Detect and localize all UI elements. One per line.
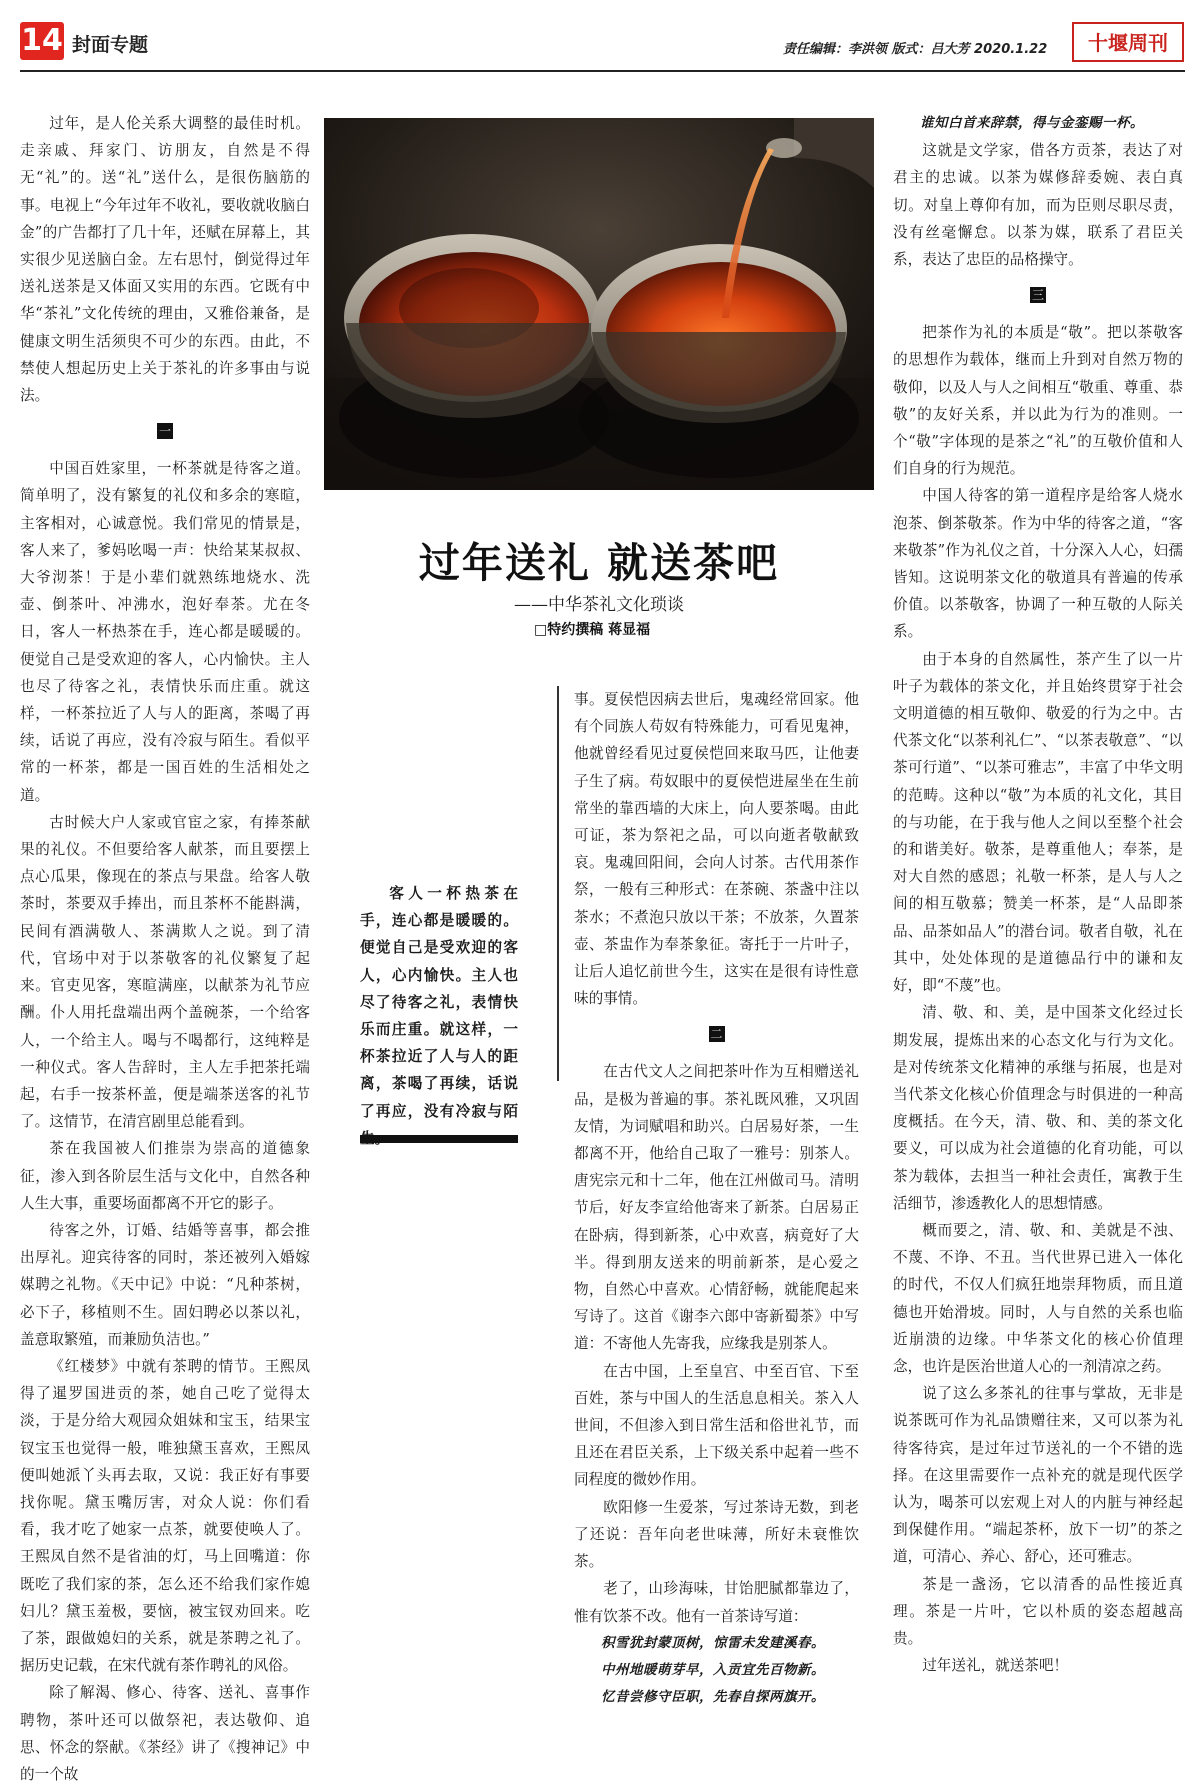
poem-line: 中州地暖萌芽早，入贡宜先百物新。 <box>601 1661 825 1678</box>
pull-quote-bar <box>360 1135 518 1143</box>
paragraph: 古时候大户人家或官宦之家，有捧茶献果的礼仪。不但要给客人献茶，而且要摆上点心瓜果，像现在的茶点与果盘。给客人敬茶时，茶要双手捧出，而且茶杯不能斟满，民间有酒满敬人、茶满欺人之说。到了清代，官场中对于以茶敬客的礼仪繁复了起来。官吏见客，寒暄满座，以献茶为礼节应酬。仆人用托盘端出两个盖碗茶，一个给客人，一个给主人。喝与不喝都行，这纯粹是一种仪式。客人告辞时，主人左手把茶托端起，右手一按茶杯盖，便是端茶送客的礼节了。这情节，在清宫剧里总能看到。 <box>20 813 310 1131</box>
column-4 <box>893 110 1183 1679</box>
paragraph: 过年送礼，就送茶吧！ <box>922 1657 1069 1675</box>
paragraph: 这就是文学家，借各方贡茶，表达了对君主的忠诚。以茶为媒修辞委婉、表白真切。对皇上尊仰有加，而为臣则尽职尽责，没有丝毫懈怠。以茶为媒，联系了君臣关系，表达了忠臣的品格操守。 <box>893 142 1183 269</box>
paragraph: 在古中国，上至皇宫、中至百官、下至百姓，茶与中国人的生活息息相关。茶入人世间，不但渗入到日常生活和俗世礼节，而且还在君臣关系，上下级关系中起着一些不同程度的微妙作用。 <box>574 1362 859 1489</box>
paragraph: 说了这么多茶礼的往事与掌故，无非是说茶既可作为礼品馈赠往来，又可以茶为礼待客待宾，是过年过节送礼的一个不错的选择。在这里需要作一点补充的就是现代医学认为，喝茶可以宏观上对人的内脏与神经起到保健作用。“端起茶杯，放下一切”的茶之道，可清心、养心、舒心，还可雅志。 <box>893 1385 1183 1566</box>
paragraph: 欧阳修一生爱茶，写过茶诗无数，到老了还说：吾年向老世味薄，所好未衰惟饮茶。 <box>574 1498 859 1571</box>
paragraph: 《红楼梦》中就有茶聘的情节。王熙凤得了暹罗国进贡的茶，她自己吃了觉得太淡，于是分给大观园众姐妹和宝玉，结果宝钗宝玉也觉得一般，唯独黛玉喜欢，王熙凤便叫她派丫头再去取，又说：我正好有事要找你呢。黛玉嘴厉害，对众人说：你们看看，我才吃了她家一点茶，就要使唤人了。王熙凤自然不是省油的灯，马上回嘴道：你既吃了我们家的茶，怎么还不给我们家作媳妇儿？黛玉羞极，要恼，被宝钗劝回来。吃了茶，跟做媳妇的关系，就是茶聘之礼了。据历史记载，在宋代就有茶作聘礼的风俗。 <box>20 1357 310 1675</box>
section-title: 封面专题 <box>72 34 149 56</box>
paragraph: 茶是一盏汤，它以清香的品性接近真理。茶是一片叶，它以朴质的姿态超越高贵。 <box>893 1575 1183 1647</box>
poem-line: 忆昔尝修守臣职，先春自探两旗开。 <box>601 1689 825 1706</box>
section-marker-3: 三 <box>1031 288 1044 303</box>
paragraph: 除了解渴、修心、待客、送礼、喜事作聘物，茶叶还可以做祭祀，表达敬仰、追思、怀念的祭献。《茶经》讲了《搜神记》中的一个故 <box>20 1684 310 1783</box>
tea-photo-illustration <box>324 118 874 490</box>
intro-paragraph: 过年，是人伦关系大调整的最佳时机。走亲戚、拜家门、访朋友，自然是不得无“礼”的。送“礼”送什么，是很伤脑筋的事。电视上“今年过年不收礼，要收就收脑白金”的广告都打了几十年，还赋在屏幕上，其实很少见送脑白金。左右思忖，倒觉得过年送礼送茶是又体面又实用的东西。它既有中华“茶礼”文化传统的理由，又雅俗兼备，是健康文明生活须臾不可少的东西。由此，不禁使人想起历史上关于茶礼的许多事由与说法。 <box>20 115 310 405</box>
paragraph: 在古代文人之间把茶叶作为互相赠送礼品，是极为普遍的事。茶礼既风雅，又巩固友情，为词赋唱和助兴。白居易好茶，一生都离不开，他给自己取了一雅号：别茶人。唐宪宗元和十二年，他在江州做司马。清明节后，好友李宣给他寄来了新茶。白居易正在卧病，得到新茶，心中欢喜，病竟好了大半。得到朋友送来的明前新茶，是心爱之物，自然心中喜欢。心情舒畅，就能爬起来写诗了。这首《谢李六郎中寄新蜀茶》中写道：不寄他人先寄我，应缘我是别茶人。 <box>574 1063 859 1353</box>
paragraph: 中国人待客的第一道程序是给客人烧水泡茶、倒茶敬茶。作为中华的待客之道，“客来敬茶”作为礼仪之首，十分深入人心，妇孺皆知。这说明茶文化的敬道具有普遍的传承价值。以茶敬客，协调了一种互敬的人际关系。 <box>893 487 1183 641</box>
poem-line: 积雪犹封蒙顶树，惊雷未发建溪春。 <box>601 1634 825 1651</box>
paragraph: 茶在我国被人们推崇为崇高的道德象征，渗入到各阶层生活与文化中，自然各种人生大事，重要场面都离不开它的影子。 <box>20 1140 310 1212</box>
header-divider <box>20 70 1185 72</box>
section-marker-1: 一 <box>158 424 171 439</box>
article-subtitle: ——中华茶礼文化琐谈 <box>514 595 684 615</box>
paragraph: 概而要之，清、敬、和、美就是不浊、不蔑、不诤、不丑。当代世界已进入一体化的时代，不仅人们疯狂地崇拜物质，而且道德也开始滑坡。同时，人与自然的关系也临近崩溃的边缘。中华茶文化的核心价值理念，也许是医治世道人心的一剂清凉之药。 <box>893 1221 1183 1375</box>
newspaper-logo: 十堰周刊 <box>1072 22 1184 62</box>
article-title: 过年送礼 就送茶吧 <box>418 539 780 587</box>
pull-quote: 客人一杯热茶在手，连心都是暖暖的。便觉自己是受欢迎的客人，心内愉快。主人也尽了待客之礼，表情快乐而庄重。就这样，一杯茶拉近了人与人的距离，茶喝了再续，话说了再应，没有冷寂与陌 <box>360 885 518 1120</box>
paragraph: 中国百姓家里，一杯茶就是待客之道。简单明了，没有繁复的礼仪和多余的寒暄，主客相对，心诚意悦。我们常见的情景是，客人来了，爹妈吆喝一声：快给某某叔叔、大爷沏茶！于是小辈们就熟练地烧水、洗壶、倒茶叶、冲沸水，泡好奉茶。尤在冬日，客人一杯热茶在手，连心都是暖暖的。便觉自己是受欢迎的客人，心内愉快。主人也尽了待客之礼，表情快乐而庄重。就这样，一杯茶拉近了人与人的距离，茶喝了再续，话说了再应，没有冷寂与陌生。看似平常的一杯茶，都是一国百姓的生活相处之道。 <box>20 460 310 804</box>
editor-credits: 责任编辑：李洪领 版式：吕大芳 2020.1.22 <box>783 42 1048 57</box>
column-1 <box>20 110 310 1788</box>
section-marker-2: 二 <box>710 1027 723 1042</box>
paragraph: 事。夏侯恺因病去世后，鬼魂经常回家。他有个同族人苟奴有特殊能力，可看见鬼神，他就曾经看见过夏侯恺回来取马匹，让他妻子生了病。苟奴眼中的夏侯恺进屋坐在生前常坐的靠西墙的大床上，向人要茶喝。由此可证，茶为祭祀之品，可以向逝者敬献致哀。鬼魂回阳间，会向人讨茶。古代用茶作祭，一般有三种形式：在茶碗、茶盏中注以茶水；不煮泡只放以干茶；不放茶，久置茶壶、茶盅作为奉茶象征。寄托于一片叶子，让后人追忆前世今生，这实在是很有诗性意味的事情。 <box>574 691 859 1008</box>
page-number: 14 <box>21 23 63 58</box>
column-3 <box>574 686 859 1711</box>
tea-cups-photo <box>324 118 874 490</box>
paragraph: 待客之外，订婚、结婚等喜事，都会推出厚礼。迎宾待客的同时，茶还被列入婚嫁媒聘之礼物。《天中记》中说：“凡种茶树，必下子，移植则不生。固妇聘必以茶以礼，盖意取繁殖，而兼励负洁也。” <box>20 1221 310 1348</box>
article-byline: □特约撰稿 蒋显福 <box>534 622 651 638</box>
pull-quote-rule <box>557 686 559 1081</box>
paragraph: 由于本身的自然属性，茶产生了以一片叶子为载体的茶文化，并且始终贯穿于社会文明道德的相互敬仰、敬爱的行为之中。古代茶文化“以茶利礼仁”、“以茶表敬意”、“以茶可行道”、“以茶可雅志”，丰富了中华文明的范畴。这种以“敬”为本质的礼文化，其目的与功能，在于我与他人之间以至整个社会的和谐美好。敬茶，是尊重他人；奉茶，是对大自然的感恩；礼敬一杯茶，是人与人之间的相互敬慕；赞美一杯茶，是“人品即茶品、品茶如品人”的潜台词。敬者自敬，礼在其中，处处体现的是道德品行中的谦和友好，即“不蔑”也。 <box>893 650 1183 995</box>
paragraph: 老了，山珍海味，甘饴肥腻都靠边了，惟有饮茶不改。他有一首茶诗写道： <box>574 1580 859 1625</box>
poem-line: 谁知白首来辞禁，得与金銮赐一杯。 <box>920 115 1144 131</box>
paragraph: 清、敬、和、美，是中国茶文化经过长期发展，提炼出来的心态文化与行为文化。是对传统茶文化精神的承继与拓展，也是对当代茶文化核心价值理念与时俱进的一种高度概括。在今天，清、敬、和、美的茶文化要义，可以成为社会道德的化育功能，可以茶为载体，去担当一种社会责任，寓教于生活细节，渗透教化人的思想情感。 <box>893 1004 1183 1212</box>
paragraph: 把茶作为礼的本质是“敬”。把以茶敬客的思想作为载体，继而上升到对自然万物的敬仰，以及人与人之间相互“敬重、尊重、恭敬”的友好关系，并以此为行为的准则。一个“敬”字体现的是茶之“礼”的互敬价值和人们自身的行为规范。 <box>893 324 1183 478</box>
